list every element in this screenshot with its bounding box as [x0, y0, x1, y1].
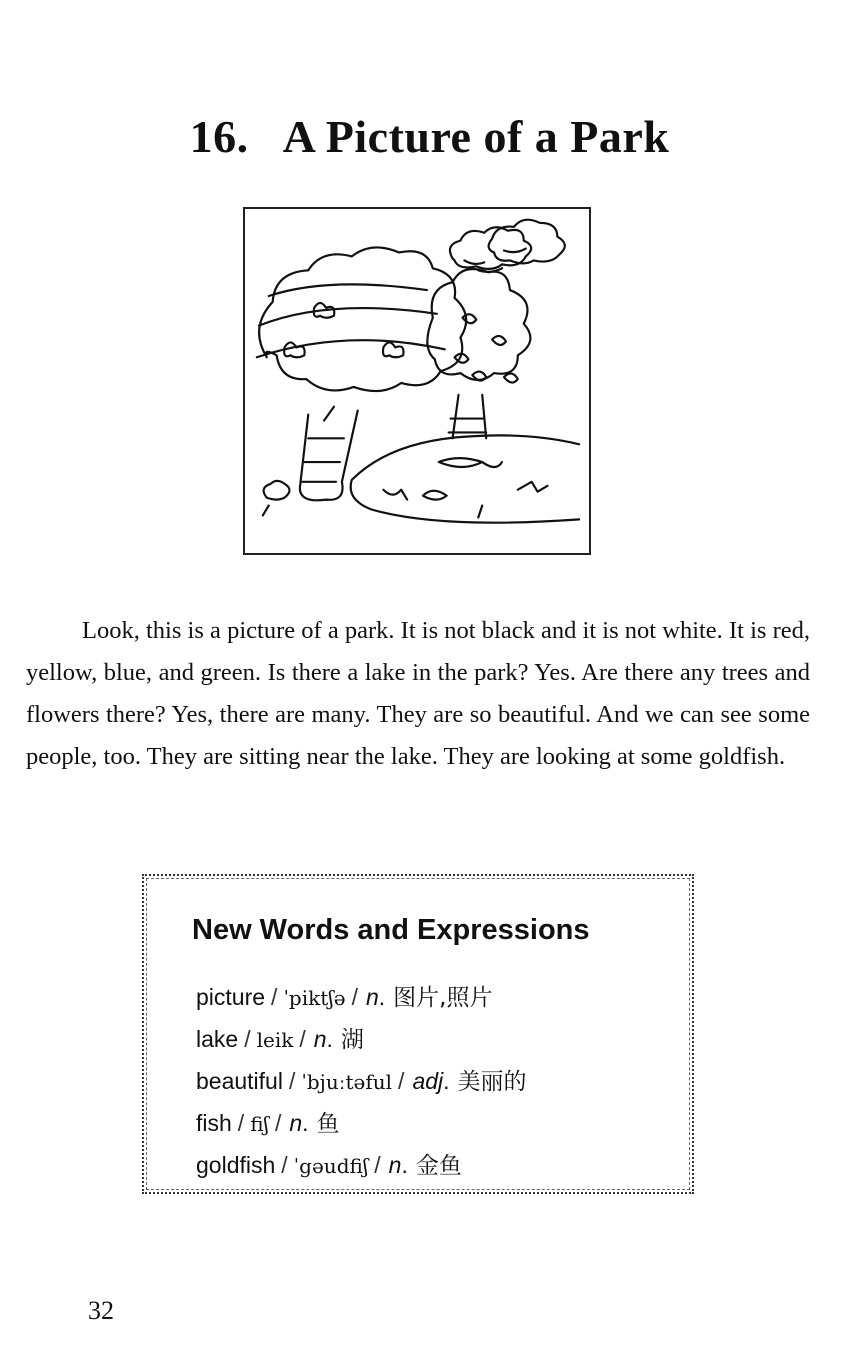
vocab-phonetic: ˈbjuːtəful: [301, 1070, 393, 1094]
period: .: [401, 1152, 408, 1178]
vocab-meaning: 湖: [340, 1027, 364, 1053]
vocab-word: beautiful: [196, 1068, 283, 1094]
vocabulary-heading: New Words and Expressions: [192, 914, 590, 946]
lesson-title-text: A Picture of a Park: [282, 111, 670, 162]
vocab-part-of-speech: adj: [412, 1068, 444, 1094]
vocab-word: lake: [196, 1026, 239, 1052]
page-number: 32: [88, 1296, 114, 1325]
lesson-number: 16.: [189, 111, 249, 162]
vocabulary-item: [196, 1102, 527, 1144]
period: .: [326, 1026, 333, 1052]
period: .: [443, 1068, 450, 1094]
vocab-part-of-speech: n: [289, 1110, 303, 1136]
slash-separator: /: [274, 1110, 282, 1136]
vocab-meaning: 美丽的: [457, 1069, 527, 1095]
vocab-word: goldfish: [196, 1152, 276, 1178]
vocabulary-box: [142, 874, 694, 1194]
vocab-phonetic: ˈpiktʃə: [283, 986, 346, 1010]
vocab-meaning: 图片,照片: [393, 985, 493, 1011]
lesson-title: [0, 110, 859, 163]
period: .: [302, 1110, 309, 1136]
slash-separator: /: [271, 984, 278, 1010]
vocab-phonetic: ˈgəudfiʃ: [293, 1154, 369, 1178]
vocabulary-item: [196, 1018, 527, 1060]
vocab-phonetic: fiʃ: [250, 1112, 269, 1136]
slash-separator: /: [351, 984, 358, 1010]
period: .: [378, 984, 386, 1010]
vocabulary-list: [196, 976, 527, 1186]
vocab-part-of-speech: n: [313, 1026, 327, 1052]
slash-separator: /: [374, 1152, 381, 1178]
vocabulary-item: [196, 976, 527, 1018]
slash-separator: /: [244, 1026, 251, 1052]
slash-separator: /: [398, 1068, 405, 1094]
vocab-part-of-speech: n: [365, 984, 379, 1010]
slash-separator: /: [288, 1068, 296, 1094]
reading-passage: Look, this is a picture of a park. It is not black and it is not white. It is red, yellow, blue, and green. Is there a lake in the park? Yes. Are there any trees and flowers there? Yes, there are many. They are so beautiful. And we can see some people, too. They are sitting near the lake. They are looking at some goldfish.: [26, 617, 810, 770]
slash-separator: /: [237, 1110, 245, 1136]
vocab-meaning: 鱼: [316, 1111, 340, 1137]
park-sketch-icon: [245, 209, 589, 553]
slash-separator: /: [281, 1152, 288, 1178]
vocabulary-item: [196, 1144, 527, 1186]
vocab-phonetic: leik: [256, 1028, 294, 1052]
vocab-word: picture: [196, 984, 266, 1010]
park-illustration: [243, 207, 591, 555]
slash-separator: /: [299, 1026, 306, 1052]
vocabulary-item: [196, 1060, 527, 1102]
vocab-meaning: 金鱼: [415, 1153, 462, 1179]
vocab-part-of-speech: n: [388, 1152, 402, 1178]
vocab-word: fish: [196, 1110, 232, 1136]
